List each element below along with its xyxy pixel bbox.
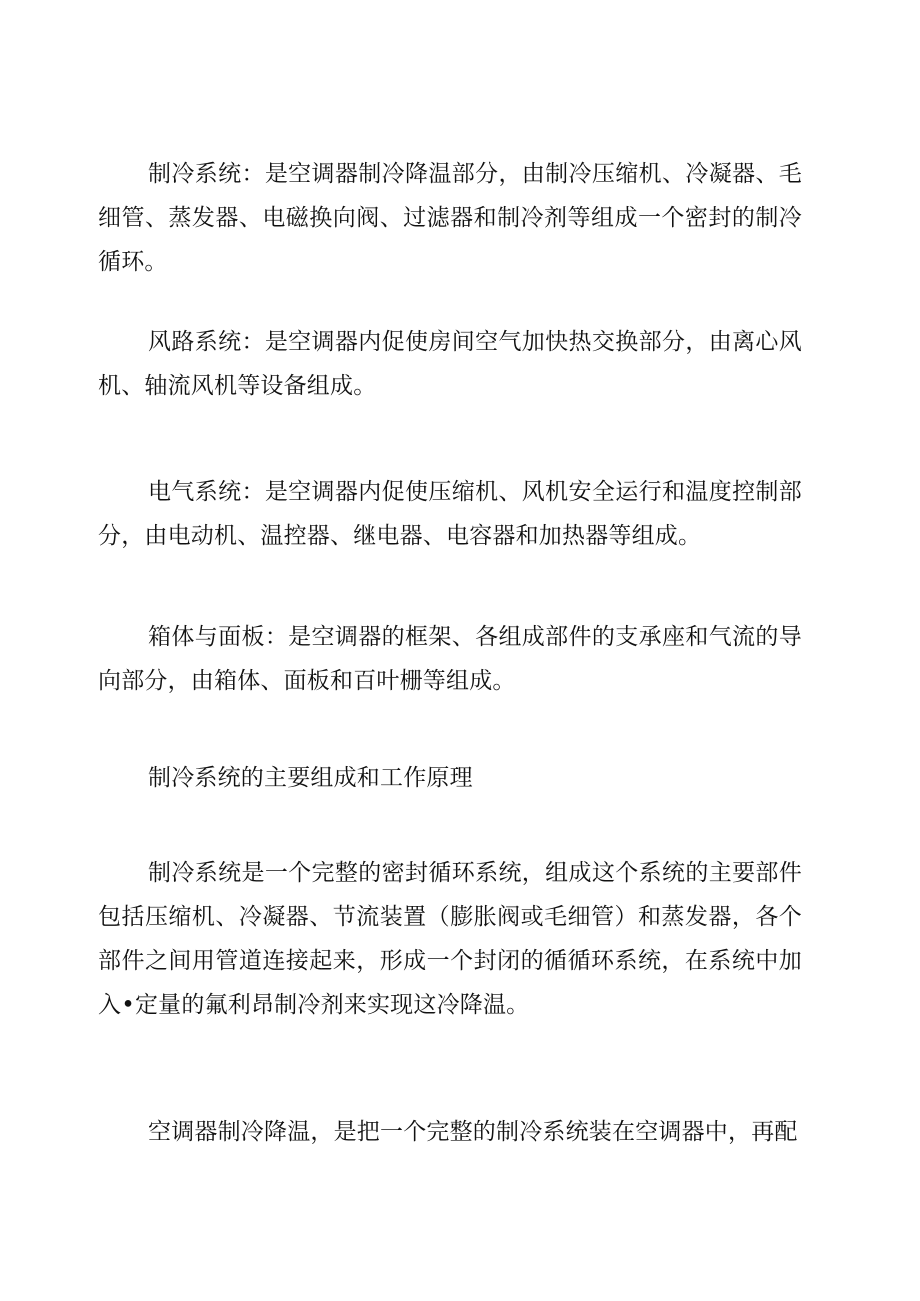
section-heading: 制冷系统的主要组成和工作原理 <box>148 765 473 791</box>
paragraph-refrigeration-system: 制冷系统：是空调器制冷降温部分，由制冷压缩机、冷凝器、毛细管、蒸发器、电磁换向阀、过滤器和制冷剂等组成一个密封的制冷循环。 <box>98 161 802 275</box>
paragraph-air-duct-system: 风路系统：是空调器内促使房间空气加快热交换部分，由离心风机、轴流风机等设备组成。 <box>98 329 802 399</box>
paragraph-working-principle: 制冷系统是一个完整的密封循环系统，组成这个系统的主要部件包括压缩机、冷凝器、节流装置（膨胀阀或毛细管）和蒸发器，各个部件之间用管道连接起来，形成一个封闭的循循环系统，在系统中加入•定量的氟利昂制冷剂来实现这冷降温。 <box>98 860 802 1018</box>
paragraph-cooling-description: 空调器制冷降温，是把一个完整的制冷系统装在空调器中，再配 <box>148 1119 798 1145</box>
paragraph-cabinet-panel: 箱体与面板：是空调器的框架、各组成部件的支承座和气流的导向部分，由箱体、面板和百叶栅等组成。 <box>98 624 802 694</box>
paragraph-electrical-system: 电气系统：是空调器内促使压缩机、风机安全运行和温度控制部分，由电动机、温控器、继电器、电容器和加热器等组成。 <box>98 479 802 549</box>
